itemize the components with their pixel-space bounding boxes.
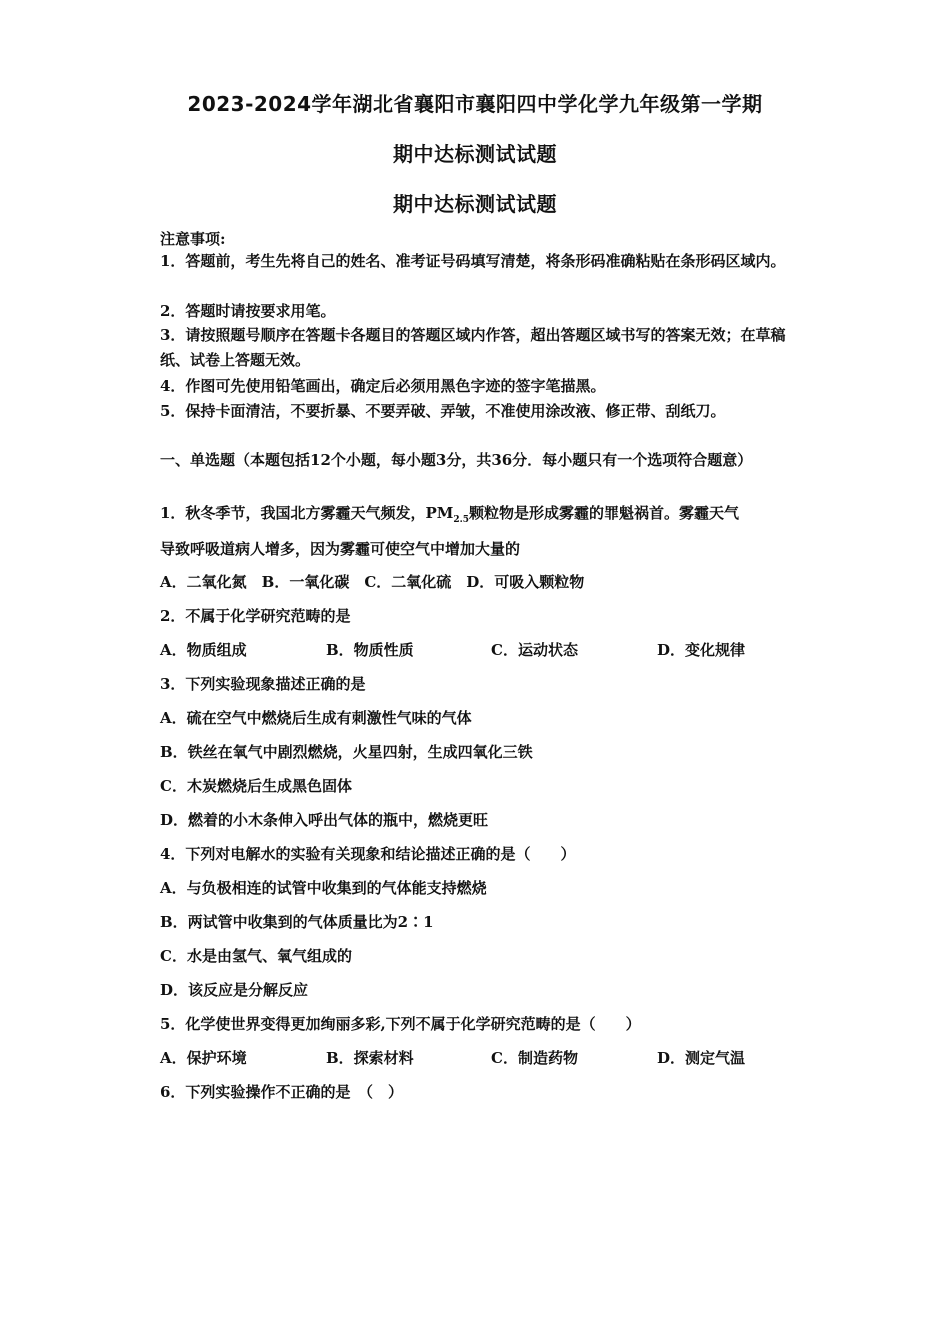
section-heading: 一、单选题（本题包括12个小题，每小题3分，共36分．每小题只有一个选项符合题意）	[160, 451, 753, 469]
q1-stem-subscript: 2.5	[453, 515, 469, 525]
notice-item-5: 5．保持卡面清洁，不要折暴、不要弄破、弄皱，不准使用涂改液、修正带、刮纸刀。	[160, 402, 726, 420]
q2-option-a: A．物质组成	[160, 641, 247, 659]
q3-option-a: A．硫在空气中燃烧后生成有刺激性气味的气体	[160, 709, 472, 727]
q1-stem	[160, 502, 739, 525]
q4-option-b: B．两试管中收集到的气体质量比为2∶1	[160, 913, 434, 931]
q6-stem: 6．下列实验操作不正确的是 （ ）	[160, 1083, 403, 1101]
exam-title-line1: 2023-2024学年湖北省襄阳市襄阳四中学化学九年级第一学期	[187, 92, 763, 116]
notice-item-1: 1．答题前，考生先将自己的姓名、准考证号码填写清楚，将条形码准确粘贴在条形码区域内。	[160, 252, 786, 270]
q3-option-d: D．燃着的小木条伸入呼出气体的瓶中，燃烧更旺	[160, 811, 489, 829]
exam-title-line3: 期中达标测试试题	[393, 192, 557, 216]
q5-option-b: B．探索材料	[326, 1049, 414, 1067]
q1-stem-line2: 导致呼吸道病人增多，因为雾霾可使空气中增加大量的	[160, 540, 521, 558]
q2-option-d: D．变化规律	[657, 641, 746, 659]
q5-option-d: D．测定气温	[657, 1049, 746, 1067]
q1-options: A．二氧化氮 B．一氧化碳 C．二氧化硫 D．可吸入颗粒物	[160, 573, 585, 591]
q4-stem: 4．下列对电解水的实验有关现象和结论描述正确的是（ ）	[160, 845, 576, 863]
q2-option-b: B．物质性质	[326, 641, 414, 659]
q5-option-a: A．保护环境	[160, 1049, 247, 1067]
notice-item-4: 4．作图可先使用铅笔画出，确定后必须用黑色字迹的签字笔描黑。	[160, 377, 606, 395]
q2-stem: 2．不属于化学研究范畴的是	[160, 607, 351, 625]
notice-item-2: 2．答题时请按要求用笔。	[160, 302, 336, 320]
q5-stem: 5．化学使世界变得更加绚丽多彩,下列不属于化学研究范畴的是（ ）	[160, 1015, 641, 1033]
q5-option-c: C．制造药物	[491, 1049, 578, 1067]
q2-option-c: C．运动状态	[491, 641, 578, 659]
q3-option-b: B．铁丝在氧气中剧烈燃烧，火星四射，生成四氧化三铁	[160, 743, 533, 761]
exam-title-line2: 期中达标测试试题	[393, 142, 557, 166]
q1-stem-post: 颗粒物是形成雾霾的罪魁祸首。雾霾天气	[469, 504, 740, 522]
q1-stem-pre: 1．秋冬季节，我国北方雾霾天气频发，PM	[160, 504, 454, 522]
notice-heading: 注意事项:	[160, 230, 226, 248]
q4-option-d: D．该反应是分解反应	[160, 981, 309, 999]
q3-option-c: C．木炭燃烧后生成黑色固体	[160, 777, 352, 795]
q4-option-a: A．与负极相连的试管中收集到的气体能支持燃烧	[160, 879, 487, 897]
q4-option-c: C．水是由氢气、氧气组成的	[160, 947, 352, 965]
notice-item-3: 3．请按照题号顺序在答题卡各题目的答题区域内作答，超出答题区域书写的答案无效；在草稿纸、试卷上答题无效。	[160, 326, 786, 369]
q3-stem: 3．下列实验现象描述正确的是	[160, 675, 366, 693]
